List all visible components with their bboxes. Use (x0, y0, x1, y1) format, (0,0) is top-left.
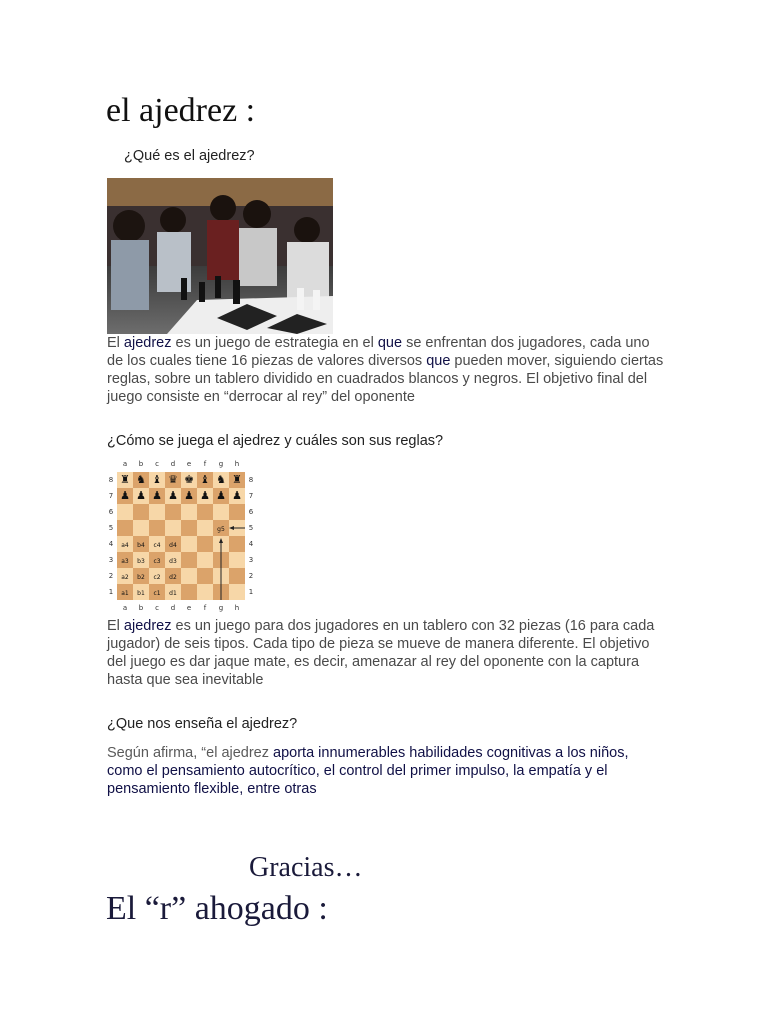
move-arrows (117, 472, 257, 600)
board-files-top (117, 460, 245, 468)
rank-label: 1 (248, 588, 254, 596)
file-label: f (203, 460, 207, 468)
file-label: b (138, 460, 144, 468)
board-square-g7: ♟ (213, 488, 229, 504)
rank-label: 3 (108, 556, 114, 564)
file-label: a (122, 604, 128, 612)
board-square-b8: ♞ (133, 472, 149, 488)
board-square-c8: ♝ (149, 472, 165, 488)
question-how-to-play: ¿Cómo se juega el ajedrez y cuáles son sus reglas? (107, 433, 444, 449)
rank-label: 3 (248, 556, 254, 564)
file-label: c (155, 460, 159, 468)
arrow-head-left-icon (229, 526, 234, 530)
square-label: g5 (217, 526, 225, 533)
rank-label: 2 (108, 572, 114, 580)
rank-label: 1 (108, 588, 114, 596)
rank-label: 5 (248, 524, 254, 532)
rank-label: 7 (248, 492, 254, 500)
square-label: c4 (153, 542, 161, 549)
question-what-teaches: ¿Que nos enseña el ajedrez? (107, 716, 298, 732)
file-label: c (155, 604, 159, 612)
page-title: el ajedrez : (106, 92, 256, 129)
thanks-heading: Gracias… (249, 852, 363, 883)
rank-label: 6 (248, 508, 254, 516)
rank-label: 2 (248, 572, 254, 580)
square-label: a2 (121, 574, 129, 581)
rank-label: 4 (248, 540, 254, 548)
square-label: d2 (169, 574, 177, 581)
square-label: d1 (169, 590, 177, 597)
square-label: c3 (153, 558, 161, 565)
paragraph-how-to-play: El ajedrez es un juego para dos jugadores en un tablero con 32 piezas (16 para cada jugador) de seis tipos. Cada tipo de pieza se mueve de manera diferente. El objetivo del juego es dar jaque mate, es decir, amenazar al rey del oponente con la captura hasta que sea inevitable (107, 618, 655, 688)
arrow-head-up-icon (219, 538, 223, 543)
square-label: a1 (121, 590, 129, 597)
square-label: d3 (169, 558, 177, 565)
board-square-a8: ♜ (117, 472, 133, 488)
rank-label: 4 (108, 540, 114, 548)
square-label: a4 (121, 542, 129, 549)
board-square-h8: ♜ (229, 472, 245, 488)
rank-label: 7 (108, 492, 114, 500)
file-label: d (170, 604, 176, 612)
board-square-e7: ♟ (181, 488, 197, 504)
square-label: b1 (137, 590, 145, 597)
file-label: e (186, 604, 192, 612)
board-square-f8: ♝ (197, 472, 213, 488)
footer-title: El “r” ahogado : (106, 890, 328, 927)
file-label: f (203, 604, 207, 612)
square-label: b3 (137, 558, 145, 565)
board-square-d8: ♛ (165, 472, 181, 488)
board-square-e8: ♚ (181, 472, 197, 488)
square-label: a3 (121, 558, 129, 565)
board-square-d7: ♟ (165, 488, 181, 504)
board-square-g8: ♞ (213, 472, 229, 488)
rank-label: 6 (108, 508, 114, 516)
chess-photo (107, 178, 333, 334)
square-label: b4 (137, 542, 145, 549)
file-label: h (234, 604, 240, 612)
file-label: a (122, 460, 128, 468)
board-square-b7: ♟ (133, 488, 149, 504)
board-files-bottom (117, 604, 245, 612)
board-square-f7: ♟ (197, 488, 213, 504)
rank-label: 8 (248, 476, 254, 484)
file-label: b (138, 604, 144, 612)
square-label: b2 (137, 574, 145, 581)
paragraph-what-is-chess: El ajedrez es un juego de estrategia en el que se enfrentan dos jugadores, cada uno de los cuales tiene 16 piezas de valores diversos que pueden mover, siguiendo ciertas reglas, sobre un tablero dividido en cuadrados blancos y negros. El objetivo final del juego consiste en “derrocar al rey” del oponente (107, 335, 664, 405)
square-label: c2 (153, 574, 161, 581)
board-square-a7: ♟ (117, 488, 133, 504)
paragraph-what-teaches: Según afirma, “el ajedrez aporta innumerables habilidades cognitivas a los niños, como el pensamiento autocrítico, el control del primer impulso, la empatía y el pensamiento flexible, entre otras (107, 745, 629, 797)
children-playing-chess-photo-icon (107, 178, 333, 334)
file-label: d (170, 460, 176, 468)
rank-label: 8 (108, 476, 114, 484)
file-label: e (186, 460, 192, 468)
square-label: c1 (153, 590, 161, 597)
file-label: g (218, 604, 224, 612)
board-square-c7: ♟ (149, 488, 165, 504)
square-label: d4 (169, 542, 177, 549)
subtitle-question: ¿Qué es el ajedrez? (124, 148, 255, 164)
board-square-h7: ♟ (229, 488, 245, 504)
file-label: h (234, 460, 240, 468)
board-ranks-left (106, 472, 116, 600)
file-label: g (218, 460, 224, 468)
rank-label: 5 (108, 524, 114, 532)
